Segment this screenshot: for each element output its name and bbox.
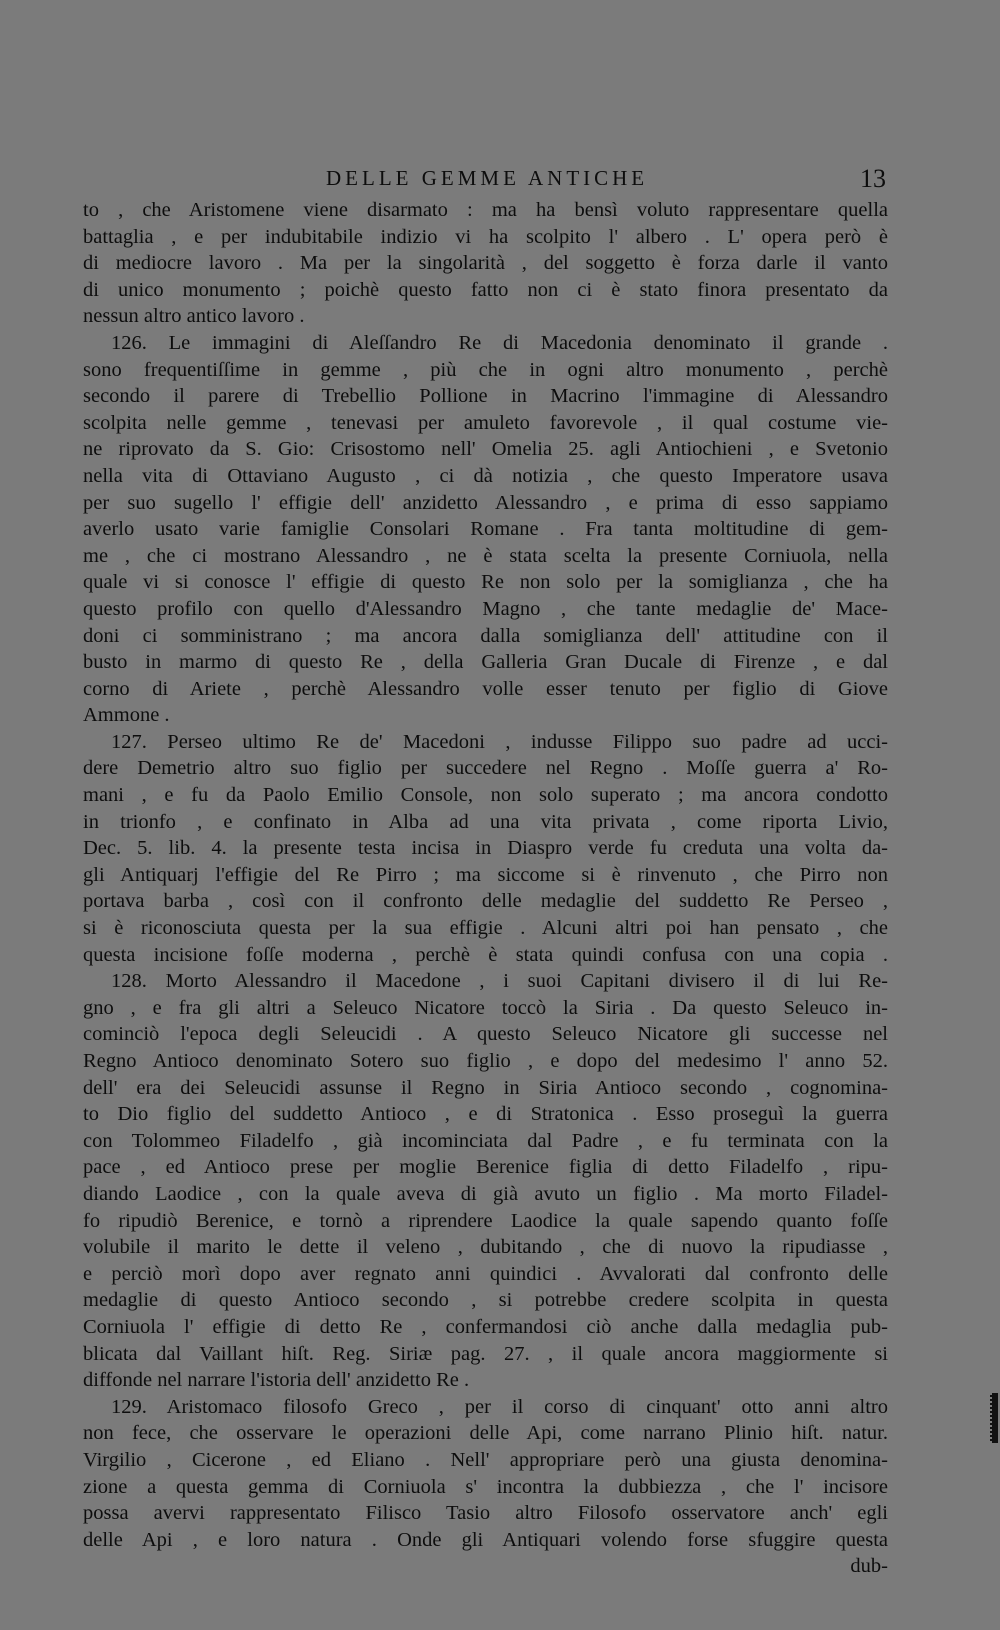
text-line: gno , e fra gli altri a Seleuco Nicatore toccò la Siria . Da questo Seleuco in- bbox=[83, 996, 888, 1019]
text-line: battaglia , e per indubitabile indizio vi ha scolpito l' albero . L' opera però è bbox=[83, 225, 888, 248]
text-line: cominciò l'epoca degli Seleucidi . A questo Seleuco Nicatore gli successe nel bbox=[83, 1023, 888, 1046]
running-title: DELLE GEMME ANTICHE bbox=[326, 166, 649, 190]
text-line: scolpita nelle gemme , tenevasi per amuleto favorevole , il qual costume vie- bbox=[83, 411, 888, 434]
text-line: e perciò morì dopo aver regnato anni quindici . Avvalorati dal confronto delle bbox=[83, 1262, 888, 1285]
text-line: di mediocre lavoro . Ma per la singolarità , del soggetto è forza darle il vanto bbox=[83, 252, 888, 275]
text-line: delle Api , e loro natura . Onde gli Antiquari volendo forse sfuggire questa bbox=[83, 1528, 888, 1551]
text-line: to Dio figlio del suddetto Antioco , e di Stratonica . Esso proseguì la guerra bbox=[83, 1103, 888, 1126]
text-line: dere Demetrio altro suo figlio per succedere nel Regno . Moſſe guerra a' Ro- bbox=[83, 757, 888, 780]
text-line: nella vita di Ottaviano Augusto , ci dà notizia , che questo Imperatore usava bbox=[83, 464, 888, 487]
text-line: Ammone . bbox=[83, 704, 170, 727]
text-line: diffonde nel narrare l'istoria dell' anzidetto Re . bbox=[83, 1369, 470, 1392]
text-line: con Tolommeo Filadelfo , già incominciata dal Padre , e fu terminata con la bbox=[83, 1129, 888, 1152]
text-line: possa avervi rappresentato Filisco Tasio altro Filosofo osservatore anch' egli bbox=[83, 1502, 888, 1525]
text-line: secondo il parere di Trebellio Pollione in Macrino l'immagine di Alessandro bbox=[83, 385, 888, 408]
text-line: si è riconosciuta questa per la sua effigie . Alcuni altri poi han pensato , che bbox=[83, 917, 888, 940]
text-line: diando Laodice , con la quale aveva di già avuto un figlio . Ma morto Filadel- bbox=[83, 1182, 888, 1205]
text-line: nessun altro antico lavoro . bbox=[83, 305, 305, 328]
text-line: ne riprovato da S. Gio: Crisostomo nell' Omelia 25. agli Antiochieni , e Svetonio bbox=[83, 438, 888, 461]
text-line: Dec. 5. lib. 4. la presente testa incisa in Diaspro verde fu creduta una volta da- bbox=[83, 837, 888, 860]
text-line: medaglie di questo Antioco secondo , si potrebbe credere scolpita in questa bbox=[83, 1289, 888, 1312]
text-line: portava barba , così con il confronto delle medaglie del suddetto Re Perseo , bbox=[83, 890, 888, 913]
text-line: quale vi si conosce l' effigie di questo Re non solo per la somiglianza , che ha bbox=[83, 571, 888, 594]
text-line: busto in marmo di questo Re , della Galleria Gran Ducale di Firenze , e dal bbox=[83, 651, 888, 674]
text-line: in trionfo , e confinato in Alba ad una vita privata , come riporta Livio, bbox=[83, 810, 888, 833]
text-line: averlo usato varie famiglie Consolari Romane . Fra tanta moltitudine di gem- bbox=[83, 518, 888, 541]
text-line: di unico monumento ; poichè questo fatto non ci è stato finora presentato da bbox=[83, 278, 888, 301]
text-line: doni ci somministrano ; ma ancora dalla somiglianza dell' attitudine con il bbox=[83, 624, 888, 647]
text-line: 129. Aristomaco filosofo Greco , per il corso di cinquant' otto anni altro bbox=[111, 1395, 888, 1418]
text-line: sono frequentiſſime in gemme , più che in ogni altro monumento , perchè bbox=[83, 358, 888, 381]
text-line: questo profilo con quello d'Alessandro Magno , che tante medaglie de' Mace- bbox=[83, 597, 888, 620]
text-line: Regno Antioco denominato Sotero suo figlio , e dopo del medesimo l' anno 52. bbox=[83, 1050, 888, 1072]
text-line: corno di Ariete , perchè Alessandro volle esser tenuto per figlio di Giove bbox=[83, 677, 888, 700]
page-header bbox=[0, 166, 1000, 196]
text-line: gli Antiquarj l'effigie del Re Pirro ; ma siccome si è rinvenuto , che Pirro non bbox=[83, 863, 888, 886]
text-line: dub- bbox=[850, 1555, 888, 1578]
text-line: me , che ci mostrano Alessandro , ne è stata scelta la presente Corniuola, nella bbox=[83, 544, 888, 567]
text-line: zione a questa gemma di Corniuola s' incontra la dubbiezza , che l' incisore bbox=[83, 1475, 888, 1498]
body-text bbox=[83, 197, 888, 1580]
text-line: fo ripudiò Berenice, e tornò a riprendere Laodice la quale sapendo quanto foſſe bbox=[83, 1209, 888, 1232]
text-line: volubile il marito le dette il veleno , dubitando , che di nuovo la ripudiasse , bbox=[83, 1236, 888, 1259]
text-line: 127. Perseo ultimo Re de' Macedoni , indusse Filippo suo padre ad ucci- bbox=[111, 730, 888, 753]
margin-mark bbox=[990, 1393, 998, 1443]
text-line: mani , e fu da Paolo Emilio Console, non solo superato ; ma ancora condotto bbox=[83, 784, 888, 807]
text-line: to , che Aristomene viene disarmato : ma ha bensì voluto rappresentare quella bbox=[83, 199, 888, 221]
text-line: pace , ed Antioco prese per moglie Berenice figlia di detto Filadelfo , ripu- bbox=[83, 1156, 888, 1179]
text-line: dell' era dei Seleucidi assunse il Regno in Siria Antioco secondo , cognomina- bbox=[83, 1076, 888, 1099]
page-number: 13 bbox=[860, 164, 886, 193]
text-line: 126. Le immagini di Aleſſandro Re di Macedonia denominato il grande . bbox=[111, 331, 888, 354]
text-line: non fece, che osservare le operazioni delle Api, come narrano Plinio hiſt. natur. bbox=[83, 1422, 888, 1445]
text-line: questa incisione foſſe moderna , perchè è stata quindi confusa con una copia . bbox=[83, 943, 888, 966]
text-line: Virgilio , Cicerone , ed Eliano . Nell' appropriare però una giusta denomina- bbox=[83, 1448, 888, 1471]
text-line: blicata dal Vaillant hiſt. Reg. Siriæ pag. 27. , il quale ancora maggiormente si bbox=[83, 1342, 888, 1365]
text-line: 128. Morto Alessandro il Macedone , i suoi Capitani divisero il di lui Re- bbox=[111, 970, 888, 993]
text-line: per suo sugello l' effigie dell' anzidetto Alessandro , e prima di esso sappiamo bbox=[83, 491, 888, 514]
text-line: Corniuola l' effigie di detto Re , confermandosi ciò anche dalla medaglia pub- bbox=[83, 1315, 888, 1338]
